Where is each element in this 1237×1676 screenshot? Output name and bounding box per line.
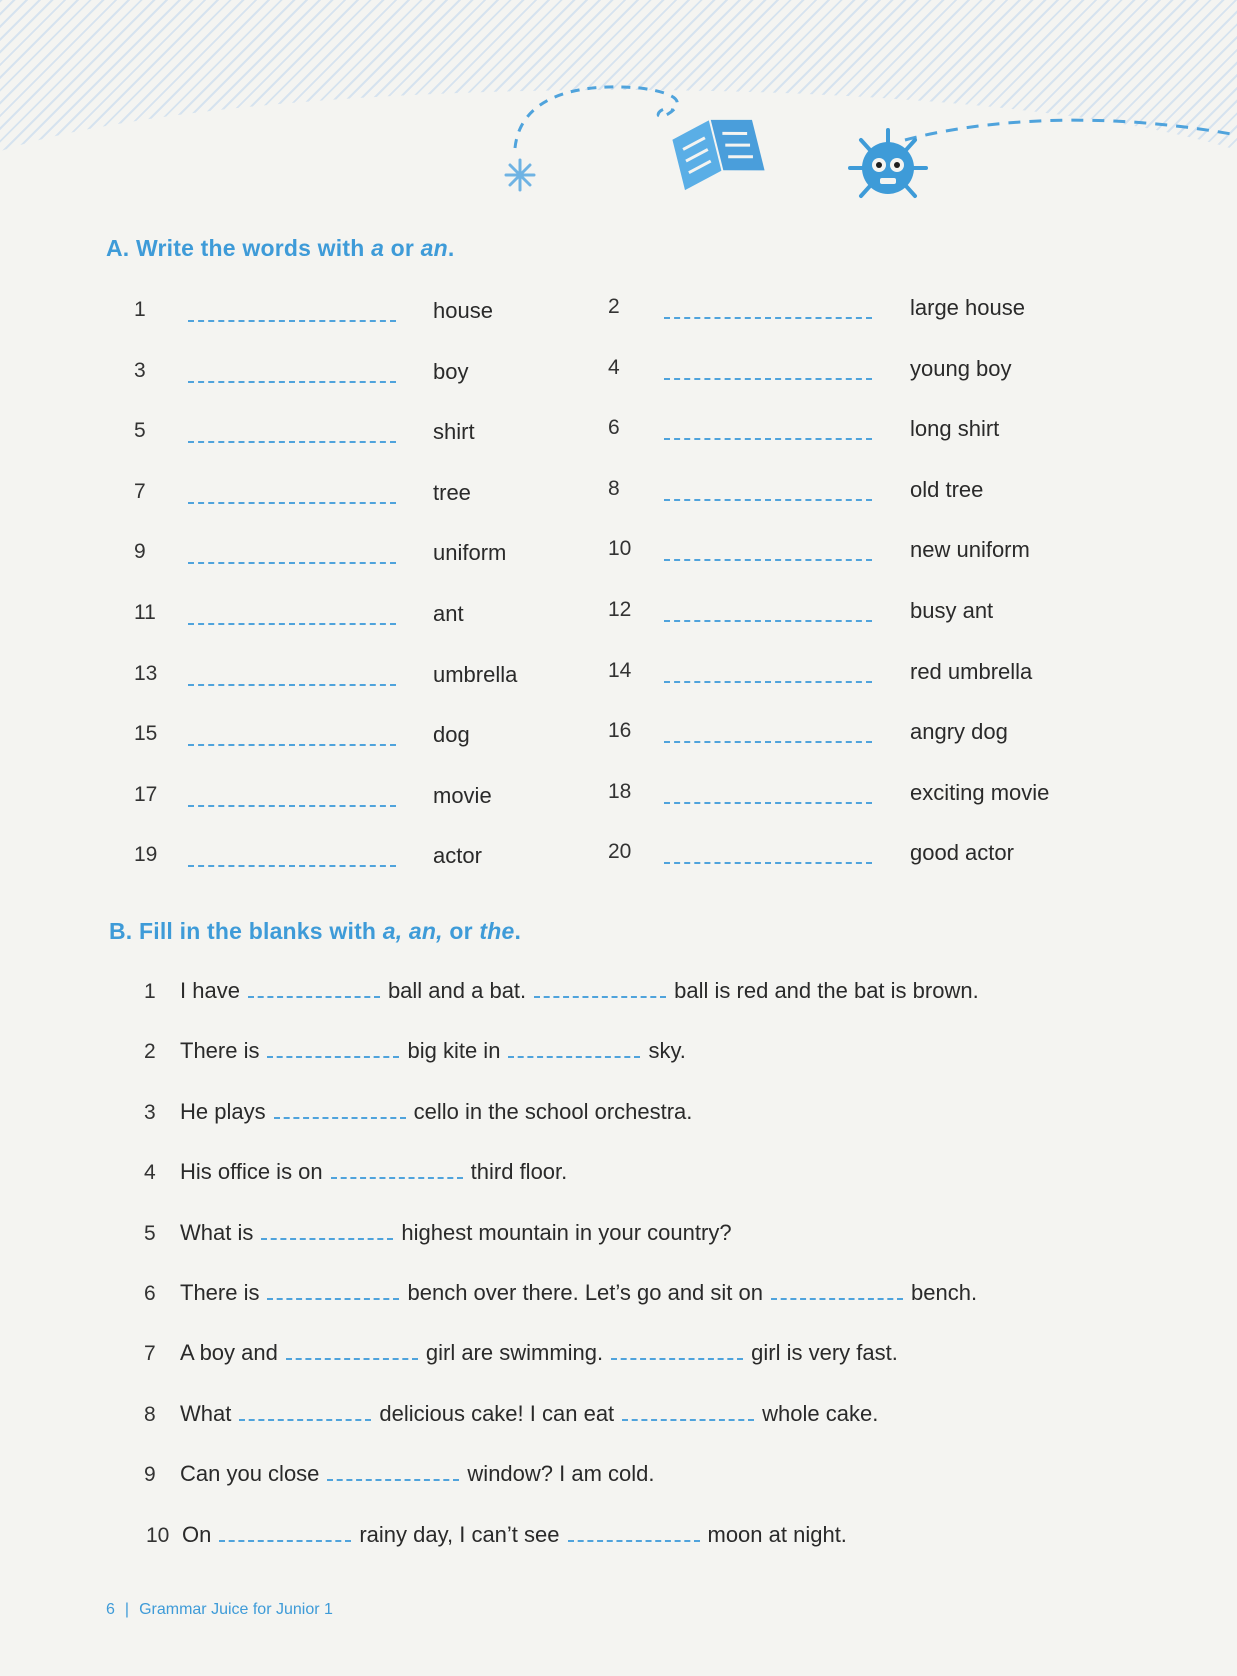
answer-blank[interactable] — [664, 317, 872, 319]
exercise-a-item — [608, 537, 1128, 567]
answer-blank[interactable] — [267, 1042, 399, 1058]
item-word: large house — [910, 295, 1025, 320]
answer-blank[interactable] — [664, 378, 872, 380]
bug-mascot-icon — [850, 130, 926, 196]
sentence-text: sky. — [648, 1038, 686, 1064]
answer-blank[interactable] — [188, 623, 396, 625]
section-a-title: A. Write the words with a or an. — [106, 235, 455, 261]
exercise-a-item — [134, 722, 654, 752]
sentence-text: delicious cake! I can eat — [379, 1400, 615, 1426]
answer-blank[interactable] — [261, 1224, 393, 1240]
answer-blank[interactable] — [664, 681, 872, 683]
page-footer: 6 | Grammar Juice for Junior 1 — [106, 1601, 333, 1618]
item-word: busy ant — [910, 598, 994, 623]
sparkle-icon — [506, 160, 534, 190]
answer-blank[interactable] — [188, 684, 396, 686]
sentence-text: whole cake. — [762, 1400, 879, 1426]
item-number: 4 — [608, 355, 620, 379]
item-number: 20 — [608, 840, 632, 864]
item-word: new uniform — [910, 537, 1030, 563]
exercise-a-item — [134, 298, 654, 328]
answer-blank[interactable] — [239, 1405, 371, 1421]
exercise-a-item — [134, 540, 654, 570]
item-number: 2 — [608, 295, 620, 318]
item-number: 10 — [608, 537, 632, 561]
answer-blank[interactable] — [219, 1526, 351, 1542]
answer-blank[interactable] — [327, 1465, 459, 1481]
sentence-text: A boy and — [180, 1340, 278, 1366]
item-number: 7 — [134, 479, 146, 503]
sentence-text: Can you close — [180, 1461, 320, 1487]
item-number: 9 — [144, 1463, 156, 1487]
exercise-a-item — [134, 783, 654, 813]
answer-blank[interactable] — [286, 1344, 418, 1360]
item-word: shirt — [433, 419, 475, 445]
item-number: 8 — [144, 1402, 156, 1426]
item-number: 8 — [608, 476, 620, 500]
answer-blank[interactable] — [188, 320, 396, 322]
exercise-a-item — [134, 601, 654, 631]
open-book-icon — [670, 110, 765, 190]
item-number: 3 — [134, 358, 146, 382]
answer-blank[interactable] — [188, 805, 396, 807]
item-word: red umbrella — [910, 658, 1033, 684]
item-word: house — [433, 298, 493, 323]
answer-blank[interactable] — [534, 982, 666, 998]
item-number: 11 — [134, 601, 156, 624]
answer-blank[interactable] — [188, 441, 396, 443]
page-number: 6 — [106, 1601, 115, 1618]
item-word: uniform — [433, 540, 507, 566]
book-title: Grammar Juice for Junior 1 — [139, 1601, 333, 1618]
exercise-b-sentence — [144, 1461, 655, 1487]
item-number: 1 — [144, 980, 156, 1003]
item-number: 6 — [608, 416, 620, 440]
sentence-text: rainy day, I can’t see — [359, 1521, 560, 1547]
sentence-text: bench over there. Let’s go and sit on — [407, 1280, 763, 1305]
sentence-text: What — [180, 1400, 232, 1426]
sentence-text: ball and a bat. — [387, 978, 527, 1003]
exercise-a-item — [134, 662, 654, 692]
sentence-text: What is — [180, 1219, 254, 1245]
exercise-a-item — [608, 477, 1128, 507]
exercise-a-item — [608, 659, 1128, 689]
answer-blank[interactable] — [611, 1344, 743, 1360]
answer-blank[interactable] — [622, 1405, 754, 1421]
sentence-text: He plays — [180, 1098, 266, 1124]
sentence-text: bench. — [911, 1280, 978, 1305]
item-number: 14 — [608, 658, 632, 682]
answer-blank[interactable] — [508, 1042, 640, 1058]
sentence-text: moon at night. — [707, 1521, 847, 1547]
answer-blank[interactable] — [664, 499, 872, 501]
item-number: 19 — [134, 843, 158, 867]
item-word: umbrella — [433, 661, 518, 687]
item-number: 9 — [134, 540, 146, 564]
dotted-trail-right-icon — [905, 120, 1237, 140]
exercise-b-sentence — [144, 1280, 977, 1306]
item-word: good actor — [910, 840, 1014, 866]
item-word: angry dog — [910, 719, 1008, 745]
exercise-a-item — [134, 843, 654, 873]
item-number: 12 — [608, 598, 632, 621]
item-word: actor — [433, 843, 482, 869]
exercise-b-sentence — [144, 1099, 692, 1125]
answer-blank[interactable] — [664, 741, 872, 743]
item-number: 13 — [134, 661, 158, 685]
item-word: old tree — [910, 476, 984, 502]
sentence-text: girl is very fast. — [751, 1340, 898, 1366]
answer-blank[interactable] — [568, 1526, 700, 1542]
item-number: 5 — [144, 1221, 156, 1245]
item-number: 1 — [134, 298, 146, 321]
answer-blank[interactable] — [248, 982, 380, 998]
item-number: 5 — [134, 419, 146, 443]
sentence-text: There is — [180, 1280, 260, 1305]
item-number: 4 — [144, 1161, 156, 1185]
sentence-text: I have — [180, 978, 240, 1003]
answer-blank[interactable] — [664, 802, 872, 804]
exercise-b-sentence — [144, 1159, 567, 1185]
answer-blank[interactable] — [331, 1163, 463, 1179]
sentence-text: There is — [180, 1038, 260, 1064]
exercise-a-item — [608, 356, 1128, 386]
item-number: 17 — [134, 782, 158, 806]
exercise-b-sentence — [144, 1038, 686, 1064]
exercise-a-item — [134, 359, 654, 389]
answer-blank[interactable] — [274, 1103, 406, 1119]
exercise-a-item — [608, 295, 1128, 325]
answer-blank[interactable] — [188, 865, 396, 867]
item-word: tree — [433, 479, 471, 505]
answer-blank[interactable] — [188, 562, 396, 564]
item-number: 3 — [144, 1100, 156, 1124]
answer-blank[interactable] — [664, 559, 872, 561]
answer-blank[interactable] — [188, 381, 396, 383]
item-number: 18 — [608, 779, 632, 803]
sentence-text: cello in the school orchestra. — [413, 1098, 693, 1124]
sentence-text: His office is on — [180, 1159, 323, 1185]
item-word: young boy — [910, 355, 1012, 381]
item-number: 6 — [144, 1282, 156, 1305]
exercise-b-sentence — [144, 1220, 732, 1246]
item-word: exciting movie — [910, 779, 1050, 805]
exercise-a-item — [608, 598, 1128, 628]
item-word: movie — [433, 782, 492, 808]
item-word: dog — [433, 722, 470, 748]
sentence-text: window? I am cold. — [467, 1461, 655, 1487]
item-word: ant — [433, 601, 464, 626]
exercise-b-sentence — [144, 1340, 898, 1366]
exercise-a-item — [134, 480, 654, 510]
exercise-b-sentence — [144, 978, 979, 1004]
exercise-a-item — [608, 719, 1128, 749]
exercise-b-sentence — [144, 1401, 878, 1427]
exercise-a-item — [608, 416, 1128, 446]
sentence-text: ball is red and the bat is brown. — [674, 978, 979, 1003]
exercise-b-sentence — [144, 1522, 847, 1548]
answer-blank[interactable] — [664, 620, 872, 622]
answer-blank[interactable] — [188, 502, 396, 504]
sentence-text: third floor. — [470, 1159, 568, 1185]
item-word: boy — [433, 358, 469, 384]
item-number: 2 — [144, 1040, 156, 1064]
answer-blank[interactable] — [267, 1284, 399, 1300]
item-number: 10 — [146, 1523, 170, 1547]
answer-blank[interactable] — [664, 862, 872, 864]
answer-blank[interactable] — [188, 744, 396, 746]
exercise-a-item — [134, 419, 654, 449]
sentence-text: On — [182, 1521, 212, 1547]
dotted-trail-icon — [515, 87, 677, 148]
answer-blank[interactable] — [664, 438, 872, 440]
item-number: 16 — [608, 719, 632, 743]
sentence-text: big kite in — [407, 1038, 501, 1064]
item-word: long shirt — [910, 416, 1000, 442]
sentence-text: highest mountain in your country? — [401, 1219, 732, 1245]
item-number: 7 — [144, 1342, 156, 1366]
exercise-a-item — [608, 780, 1128, 810]
header-decoration — [0, 0, 1237, 220]
answer-blank[interactable] — [771, 1284, 903, 1300]
item-number: 15 — [134, 722, 158, 746]
section-b-title: B. Fill in the blanks with a, an, or the. — [109, 918, 522, 944]
exercise-a-item — [608, 840, 1128, 870]
sentence-text: girl are swimming. — [425, 1340, 604, 1366]
